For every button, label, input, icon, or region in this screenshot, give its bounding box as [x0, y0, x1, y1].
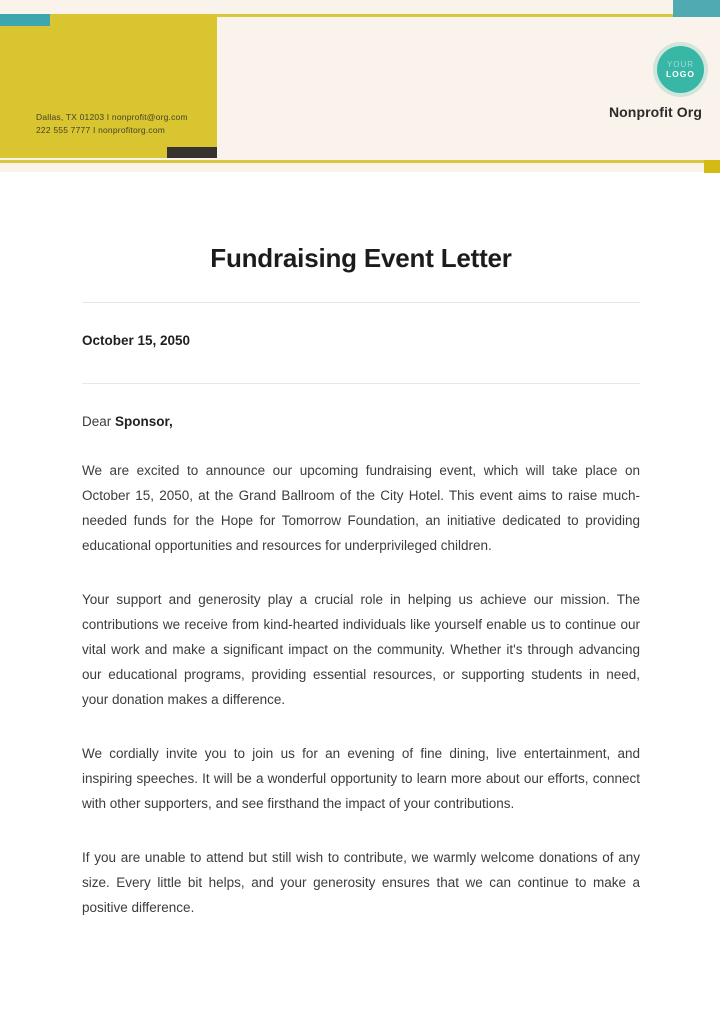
paragraph-invitation: We cordially invite you to join us for an evening of fine dining, live entertainment, and inspiring speeches. It will be a wonderful opportunity to learn more about our efforts, connect with other supporters, and see firsthand the impact of your contributions. [82, 746, 640, 811]
letter-date: October 15, 2050 [82, 333, 191, 348]
letterhead [0, 0, 720, 172]
logo-placeholder-your: YOUR [666, 60, 695, 69]
paragraph-support: Your support and generosity play a crucial role in helping us achieve our mission. The contributions we receive from kind-hearted individuals like yourself enable us to continue our vital work and make a significant impact on the community. Whether it's through advancing our educational programs, providing essential resources, or supporting students in need, your donation makes a difference. [82, 592, 640, 707]
yellow-block [0, 14, 217, 158]
org-name: Nonprofit Org [608, 104, 702, 120]
salutation-prefix: Dear [82, 414, 116, 429]
top-yellow-line [210, 14, 673, 17]
divider-top [82, 302, 640, 303]
teal-accent-bar [0, 14, 50, 26]
contact-line-address: Dallas, TX 01203 I nonprofit@org.com [36, 112, 188, 122]
paragraph-announcement: We are excited to announce our upcoming fundraising event, which will take place on October 15, 2050, at the Grand Ballroom of the City Hotel. This event aims to raise much-needed funds for the Hope for Tomorrow Foundation, an initiative dedicated to providing educational opportunities and resources for underprivileged children. [82, 463, 640, 553]
letter-title: Fundraising Event Letter [210, 243, 512, 273]
paragraph-donations: If you are unable to attend but still wish to contribute, we warmly welcome donations of any size. Every little bit helps, and your generosity ensures that we can continue to make a positive difference. [82, 850, 640, 915]
teal-corner-block [673, 0, 720, 17]
letter-body [0, 172, 720, 920]
dark-accent-bar [167, 147, 217, 158]
logo-badge [657, 46, 704, 93]
salutation [82, 415, 640, 429]
logo-placeholder-logo: LOGO [665, 69, 696, 79]
divider-bottom [82, 383, 640, 384]
salutation-recipient: Sponsor, [115, 414, 173, 429]
contact-line-phone: 222 555 7777 I nonprofitorg.com [36, 125, 166, 135]
contact-info [36, 111, 188, 137]
bottom-yellow-line [0, 160, 720, 163]
